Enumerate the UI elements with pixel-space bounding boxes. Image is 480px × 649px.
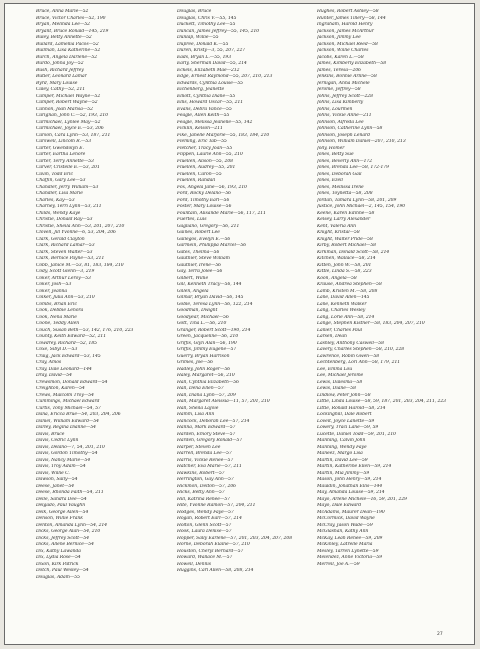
index-entry: Eckels, Elizabeth Mae—212 [177, 67, 240, 73]
index-entry: Couch, Susan Beth—53, 142, 176, 210, 223 [36, 327, 134, 333]
index-entry: Krause, Andrea Stephen—58 [317, 282, 382, 287]
index-entry: Gagliano, Gregory—56, 211 [177, 223, 240, 229]
index-entry: Cook, Debbie Lenora [36, 308, 84, 313]
index-entry: Mauldin, Jonathan Ellis—144 [317, 483, 383, 489]
index-entry: Craig, Jack Edward—53, 145 [36, 353, 101, 359]
index-entry: Dicks, Jeffrey Scott—54 [36, 535, 90, 541]
index-entry: Jones, Beverly Ann—172 [317, 158, 373, 164]
index-entry: Crewsmon, Donald Edward—54 [36, 379, 108, 385]
index-entry: Fike, Janelle Marjorie—55, 183, 184, 210 [177, 132, 270, 138]
index-entry: Davis, Bruce [36, 431, 65, 437]
index-entry: Coone, Teddy Allen [36, 321, 80, 326]
index-entry: Maneez, Margo Lisa [317, 451, 363, 456]
index-entry: Mason, John Henry—59, 214 [317, 477, 382, 482]
page-number: 27 [437, 632, 443, 637]
index-entry: Dicks, George Alan—54, 210 [36, 529, 101, 534]
index-entry: McKinley, Latrelle Maria [317, 542, 373, 547]
index-entry: Lucette, Daniel Todd—59, 201, 210 [317, 431, 396, 437]
index-entry: Lanier, Charles Paul [317, 327, 363, 333]
index-entry: Jordan, Tamara Lynn—58, 201, 209 [317, 197, 397, 203]
index-entry: Dix, Kathy Lawanda [36, 548, 81, 554]
index-entry: Howell, Dennis [177, 561, 212, 567]
index-entry: Clark, Bernice Payne—53, 211 [36, 256, 105, 261]
index-entry: Fluellen, Caron—55 [177, 171, 222, 177]
index-entry: Gilmar, Bryan David—56, 145 [177, 295, 244, 300]
index-entry: Lewis, Diane—58 [317, 386, 356, 391]
index-entry: Hall, Diana Lynn—57, 209 [177, 392, 236, 398]
index-entry: Duckett, Timothy Lee—55 [177, 22, 236, 27]
index-entry: Delle, Sandra Dee—54 [36, 496, 87, 502]
index-entry: Carmichael, Joyce E.—53, 206 [36, 126, 104, 131]
index-entry: James, Kimberly Elizabeth—58 [317, 61, 387, 66]
index-entry: Bullman, Lisa Katherine—52 [36, 48, 101, 53]
index-entry: Gill, Kenneth Tracy—56, 144 [177, 282, 242, 287]
index-entry: Dana, Ericca Brue—54, 203, 204, 206 [36, 412, 121, 417]
index-entry: Cannon, Joan Marisa—52 [36, 106, 93, 112]
index-entry: Hadley, John Roger—56 [177, 366, 231, 372]
index-entry: Hall, Cynthia Elizabeth—56 [177, 379, 239, 385]
index-entry: Hopper, Sally Earlene—57, 201, 203, 204, 207, 208 [177, 535, 293, 541]
index-entry: Childs, Wendy Kaye [36, 210, 81, 216]
index-entry: Jenkins, Bonnie Arline—58 [317, 74, 377, 79]
index-entry: Lavery, Charles Stephen—58, 210, 228 [317, 347, 405, 352]
index-entry: Ellis, Howard Oscar—55, 211 [177, 100, 244, 105]
index-entry: Lawrence, Robin Gwen—58 [317, 353, 380, 359]
index-entry: Clark, Gerald Clayton [36, 236, 85, 242]
index-entry: Evans, Debra Vance—55 [177, 106, 232, 112]
index-entry: Douglas, Chris V.—55, 145 [177, 15, 237, 21]
index-entry: McGlashan, Kathy Ann [317, 529, 369, 534]
index-entry: McCormick, David Wayne [317, 516, 375, 521]
index-entry: Lane, Kenneth Walker [317, 301, 367, 307]
index-entry: Gauthier, Steve William [177, 256, 230, 261]
index-entry: Creighton, Karen—54 [36, 386, 85, 391]
index-entry: Martin, David Lee—59 [317, 457, 368, 463]
index-entry: Jones, Mellissa Irene [317, 184, 364, 190]
index-entry: Carswell, Lincoln R.—53 [36, 139, 92, 144]
index-entry: Carmichael, Lynlee May—52 [36, 119, 101, 125]
index-entry: Cowdrey, Richard—52, 185 [36, 340, 97, 346]
index-entry: Jones, Deborah Gail [317, 171, 362, 177]
index-entry: Holton, Glenn Scott—57 [177, 522, 232, 528]
index-entry: Denson, Willie Frank [36, 516, 83, 521]
index-entry: Granger, Robert Scott—190, 214 [177, 327, 251, 333]
index-entry: Dray, David—54 [36, 373, 72, 378]
index-entry: Deese, Janet—54 [36, 483, 75, 489]
index-entry: Knight, Kristal—58 [317, 230, 360, 235]
index-entry: Keene, Karen Edinne—58 [317, 210, 375, 216]
index-entry: Harris, Vickie Renee—57 [177, 457, 234, 463]
index-entry: Hogan, Robert Earl—57, 214 [177, 516, 242, 521]
index-entry: Martin, Katherine Ellen—59, 214 [317, 464, 392, 469]
index-entry: Harden, Gregory Ronald—57 [177, 438, 243, 443]
index-entry: Mesley, Tarren Lynette—59 [317, 548, 379, 554]
index-entry: Edwards, Cynthia Louise—55 [177, 80, 243, 86]
index-entry: Fox, Angela Jane—56, 193, 210 [177, 184, 247, 190]
index-entry: Feagle, Allen Keith—55 [177, 113, 230, 118]
index-entry: Duren, Kristy—3, 55, 207, 227 [177, 48, 246, 53]
index-entry: Clovell, Jill Yvonne—6, 53, 204, 206 [36, 230, 116, 235]
index-entry: Ford, Rocky Delano—56 [177, 191, 231, 196]
index-entry: Jones, Brenda Lee—58, 172-179 [317, 165, 389, 170]
index-entry: Lang, Charles Wesley [317, 308, 366, 313]
index-entry: Kitchen, Wallace—58, 214 [317, 256, 376, 261]
index-entry: Lashley, Anthony Caswell—58 [317, 340, 384, 346]
index-entry: Carson, Cara Lynn—53, 187, 211 [36, 132, 111, 138]
index-entry: Fletcher, Tracy Joan—55 [177, 145, 233, 151]
index-entry: Duncan, James Jeffrey—55, 145, 210 [177, 28, 260, 34]
index-entry: Hodges, Wendy Faye—57 [177, 509, 234, 515]
index-entry: Jernigan, Anna Michele [317, 80, 370, 86]
index-entry: Lockinghill, Dale Robert [317, 412, 372, 417]
index-entry: Douglas, Bruce [177, 9, 212, 14]
index-entry: Lindlow, Peter John—58 [317, 392, 371, 398]
index-entry: Ford, Timothy Earl—56 [177, 197, 230, 203]
index-entry: Davis, Willie C. [36, 470, 70, 476]
index-entry: Davis, Nancy Marie—54 [36, 457, 91, 463]
index-entry: Melendez, Anne Victoria—59 [317, 555, 383, 560]
index-entry: Gallegos, Evelyn E.—56 [177, 236, 231, 242]
index-entry: Bruce, Anna Marie—52 [36, 9, 89, 14]
index-entry: Guerry, Bryan Harrison [177, 353, 230, 359]
index-entry: Hite, Yvonne Ramon—57, 204, 211 [177, 503, 256, 508]
index-entry: Hickmon, Delton—57, 206 [177, 483, 236, 489]
index-entry: Daniel, William Edward—54 [36, 418, 99, 424]
index-entry: Kirby, Robert Michael—58 [317, 243, 376, 248]
index-entry: Hancock, Deborah Lee—57, 214 [177, 418, 250, 424]
index-entry: County, Keith Edward—52, 211 [36, 334, 107, 339]
index-entry: Knight, Walter Pride—58 [317, 236, 373, 242]
index-entry: McKay, Leah Renee—59, 209 [317, 535, 383, 541]
index-entry: Ficklin, Kelson—211 [177, 126, 223, 131]
index-entry: Kelsey, Larry Alexander [317, 217, 371, 222]
index-entry: Chaffin, Gary Lee—53 [36, 178, 86, 183]
index-entry: McAdams, Maurer Dean—190 [317, 509, 385, 515]
index-entry: Cavin, Todd Eric [36, 171, 74, 177]
index-entry: Clark, Steven Walter—53 [36, 249, 93, 255]
index-entry: Foster, Mary Louise—56 [177, 204, 232, 209]
index-entry: Harden, Emory Steve—57 [177, 431, 236, 437]
index-entry: Jackson, Michael Reed—58 [317, 41, 378, 47]
index-entry: Lamb, Kristen M.—58, 208 [317, 288, 378, 294]
index-entry: Eichenberg, Jeanette [177, 87, 225, 92]
index-entry: Burch, Angela Darlene—52 [36, 54, 98, 60]
index-entry: Manning, Wendy Faye [317, 444, 367, 450]
index-entry: Early, Sherman David—55, 214 [177, 61, 247, 66]
index-entry: Hamm, Lisa Ann [177, 412, 215, 417]
index-entry: Hicks, Betty Ann—57 [177, 490, 225, 495]
index-entry: Lowery, Traci Lane—59, 59 [317, 425, 379, 430]
index-entry: Hall, Margaret Aleissia—11, 57, 201, 210 [177, 399, 270, 404]
index-entry: Carignan, John C.—52, 193, 210 [36, 113, 109, 118]
index-column-3 [317, 9, 446, 568]
index-entry: Davis, Delano—7, 54, 201, 210 [36, 444, 105, 450]
index-entry: Davis, Gordon Timothy—54 [36, 451, 98, 456]
index-entry: Hanna, Mark Edward—57 [177, 425, 236, 430]
index-entry: Larsen, Dean [317, 334, 347, 339]
index-entry: Lane, David Allen—145 [317, 295, 370, 300]
index-entry: Dawson, Sally—54 [36, 477, 78, 482]
index-entry: James, Teresa—206 [317, 67, 361, 73]
index-entry: Fleming, Eric Tab—55 [177, 139, 227, 144]
index-entry: Green, Jacqueline—56, 210 [177, 334, 239, 339]
index-entry: Johnson, Catherine Lynn—58 [317, 126, 383, 131]
index-entry: Fluellen, Alison—55, 208 [177, 158, 233, 164]
index-entry: Bush, Richard Jeffrey [36, 67, 84, 73]
index-entry: Charney, Terri Lynn—53, 211 [36, 204, 102, 209]
index-entry: Edge, Ernest Raymond—55, 207, 210, 213 [177, 74, 273, 79]
index-entry: Manning, Calvin John [317, 438, 366, 443]
index-entry: Combs, Brian Eric [36, 301, 77, 307]
index-entry: Martin, Mia Jimmy—59 [317, 470, 370, 476]
index-entry: Carter, Terry Annette—53 [36, 158, 94, 164]
index-entry: Garmein, Phillippa Marcel—56 [177, 243, 247, 248]
index-entry: Haley, Margaret—56, 210 [177, 373, 235, 378]
index-entry: Gott, Tina L.—56, 210 [177, 321, 227, 326]
index-entry: Darley, Regina Dianne—54 [36, 425, 96, 430]
index-entry: Jones, Betty Sue [317, 152, 354, 157]
index-entry: Jackson, Jimmy Lee [317, 35, 361, 40]
index-entry: Hunter, James Tillery—58, 144 [317, 15, 386, 21]
index-entry: Carver, Cristelle E.—53, 201 [36, 165, 100, 170]
index-entry: Houston, Cheryl Bernard—57 [177, 548, 244, 554]
index-entry: Burdo, Johna Joy—52 [36, 61, 84, 66]
index-page [4, 3, 475, 645]
index-entry: Grimes, Joe—56 [177, 360, 213, 365]
index-entry: Jackson, Willie Charles [317, 48, 369, 53]
index-entry: Kirkman, Donald Scott—58, 214 [317, 249, 390, 255]
index-entry: Huggins, Carl Allen—58, 208, 214 [177, 568, 254, 573]
index-entry: Merrell, Joe A.—59 [317, 561, 360, 567]
index-entry: Cummings, Michael Edward [36, 399, 100, 404]
index-entry: Herrington, Gay Ann—57 [177, 477, 234, 482]
index-entry: Flippen, Laurie Ann—55, 210 [177, 152, 243, 157]
index-entry: Colker, Julia Ann—53, 210 [36, 295, 95, 300]
index-entry: Mayo, Arlene Michele—16, 59, 201, 229 [317, 496, 407, 502]
index-entry: Delgado, Paul Vaughn [36, 503, 86, 508]
index-entry: Griffis, Jimmy Eugene—57 [177, 347, 237, 352]
index-entry: Camper, Robert Wayne—52 [36, 100, 98, 105]
index-entry: Cobb, Janice M.—53, 81, 183, 184, 210 [36, 262, 124, 268]
index-entry: Davis, Troy Adam—54 [36, 464, 86, 469]
index-entry: Cook, Nena Marie [36, 314, 77, 320]
index-entry: Johns, Jeffrey Scott—228 [317, 93, 373, 99]
index-entry: Goodman, Dwight [177, 308, 218, 313]
index-entry: McCray, Jason Wade—59 [317, 522, 373, 528]
index-entry: Gates, Thelma—56 [177, 249, 220, 255]
index-entry: Cody, Scott Glenn—3, 219 [36, 269, 95, 274]
index-entry: Curtis, Tony Michael—54, 57 [36, 405, 101, 411]
index-entry: Fuertes, Luis [177, 217, 207, 222]
index-entry: Delk, George Allen—54 [36, 509, 89, 515]
index-entry: Ingraham, Harold Henry [317, 22, 373, 27]
index-entry: Harper, Steven Lee [177, 444, 221, 450]
index-entry: Buley, Betty Annette—52 [36, 35, 92, 40]
index-entry: Fluellen, Randall [177, 178, 216, 183]
index-entry: Jerome, Jeffrey—58 [317, 87, 361, 92]
index-entry: Christie, Donald Ray—53 [36, 217, 93, 222]
index-entry: Gauthier, Irene—56 [177, 262, 221, 268]
index-entry: Johnson, Joseph Lenard [317, 132, 370, 138]
index-entry: Coker, Arthur Leroy—53 [36, 275, 91, 281]
index-entry: Feagle, Melissa Jeanelle—55, 142 [177, 119, 253, 125]
index-entry: Dix, Lydia Rose—54 [36, 555, 81, 560]
index-entry: Gillen, Angela [177, 288, 209, 294]
index-entry: Justice, John Michael—2, 145, 154, 190 [317, 204, 406, 209]
index-entry: Fountain, Alisande Marie—56, 117, 211 [177, 210, 266, 216]
index-entry: Lee, Michael Jerome [317, 373, 364, 378]
index-entry: Hill, Katrina Renee—57 [177, 496, 230, 502]
index-entry: Goble, Teresa Lynn—56, 122, 214 [177, 301, 253, 307]
index-entry: Jolly, Homer [317, 145, 345, 151]
index-entry: Horne, Deborah Elaine—57, 210 [177, 542, 250, 547]
index-entry: Hatcher, Eva Marie—57, 211 [177, 464, 242, 469]
index-entry: Cray, Amos [36, 360, 62, 365]
index-entry: Coker, Jeanna [36, 288, 68, 294]
index-entry: Hughes, Robert Ashley—58 [317, 9, 379, 14]
index-entry: Jones, Ezell [317, 178, 343, 183]
index-entry: Cray, Dale Leonard—144 [36, 366, 92, 372]
index-entry: Bryant, Bruce Ronald—145, 219 [36, 28, 109, 34]
index-entry: Lewis, Dalesma—58 [317, 379, 363, 385]
index-entry: Denton, Amanda Lynn—54, 214 [36, 522, 108, 528]
index-entry: Byrd, Mary Louise [36, 80, 78, 86]
index-entry: Carter, Gwendolyn E. [36, 145, 84, 151]
index-entry: Little, Ronald Harold—58, 214 [317, 405, 386, 411]
index-entry: Christie, Sheila Ann—53, 201, 207, 210 [36, 223, 125, 229]
index-entry: Little, Linda Louise—58, 59, 187, 201, 203, 204, 211, 223 [317, 399, 446, 404]
index-column-2 [177, 9, 292, 575]
index-entry: Dicks, Allene Bernice—54 [36, 542, 94, 547]
index-entry: Gilbert, Willie [177, 275, 209, 281]
index-entry: Bullard, Lamellia Pacos—52 [36, 41, 99, 47]
index-entry: Bryan, Melinda Lee—52 [36, 22, 90, 27]
index-entry: Caley, Cathy—52, 211 [36, 87, 86, 92]
index-entry: Jones, Toynetta—58, 208 [317, 191, 373, 196]
index-entry: Jackson, James McArthur [317, 28, 374, 34]
index-entry: Deese, Rhonda Faith—54, 211 [36, 490, 104, 495]
index-entry: Lee, Emma Lou [317, 366, 353, 372]
index-entry: Dixon, Kirk Patrick [36, 561, 79, 567]
index-entry: Coxe, Sibyl D.—53 [36, 347, 78, 352]
index-entry: Chandler, Jerry William—53 [36, 184, 99, 190]
index-entry: Lange, Stephen Kistner—58, 183, 204, 207, 210 [317, 321, 425, 326]
index-entry: Kent, Valeria Ann [317, 223, 356, 229]
index-entry: Clark, Richard Lamar—53 [36, 243, 95, 248]
index-entry: Hall, Dena Ellen—57 [177, 386, 224, 391]
index-entry: Chandler, Lisa Marie [36, 191, 83, 196]
index-entry: Butler, Leonard Lamar [36, 74, 87, 79]
index-entry: Davis, Cedric Lynn [36, 438, 79, 443]
index-entry: Loveit, Joyce Lanette—59 [317, 418, 375, 424]
index-entry: Hawkins, Robert—57 [177, 470, 225, 476]
index-entry: Dunlap, Willie—55 [177, 35, 219, 40]
index-entry: Eads, Bryan L.—55, 193 [177, 54, 232, 60]
index-entry: Goodyear, Michael—56 [177, 314, 229, 320]
index-entry: Lechtenberg, Lori Ann—58, 179, 211 [317, 360, 401, 365]
index-entry: Kittle, Linda S.—58, 223 [317, 269, 372, 274]
index-entry: Johns, Lourmen [317, 106, 353, 112]
index-entry: Mayo, Dale Edward [317, 503, 362, 508]
index-entry: Kitten, John W.—58, 201 [317, 262, 372, 268]
index-entry: Lang, Lorie Ann—58, 214 [317, 314, 375, 320]
index-entry: Gaines, Robert Lee [177, 230, 220, 235]
index-entry: Camper, Michael Wayne—52 [36, 93, 101, 99]
index-entry: Dotch, Paul Wesley—54 [36, 568, 89, 573]
index-entry: Jacobs, Karen L.—58 [317, 54, 364, 60]
index-entry: Charles, Kay—53 [36, 197, 75, 203]
index-entry: Hall, Sheila LaJoie [177, 405, 219, 411]
index-entry: Gay, Terra Jolee—56 [177, 269, 223, 274]
index-entry: Johnson, William Daniel—207, 210, 213 [317, 139, 406, 144]
index-entry: Dupree, Donald K.—55 [177, 41, 229, 47]
index-entry: May, Amanda Louise—59, 214 [317, 490, 385, 495]
index-entry: Johnson, Alfreda Lee [317, 119, 364, 125]
index-entry: Coker, Josh—53 [36, 282, 72, 287]
index-entry: Elliott, Cynthia Diane—55 [177, 93, 236, 99]
index-entry: Bruce, Victor Charles—52, 190 [36, 15, 106, 21]
index-entry: Johns, Lisa Kimberly [317, 100, 364, 105]
index-entry: Crews, Malcolm Troy—54 [36, 392, 94, 398]
index-entry: Johns, Vickie Anne—211 [317, 113, 372, 118]
index-entry: Harrell, Brenda Lee—57 [177, 451, 232, 456]
index-entry: Griffis, Glyn Alan—56, 190 [177, 340, 237, 346]
index-entry: Koon, Angela—58 [317, 275, 357, 281]
index-entry: Carter, Eartha Lenore [36, 152, 86, 157]
index-entry: Fluellen, Audrey—55, 201 [177, 165, 236, 170]
index-entry: Douglas, Adam—55 [36, 574, 80, 580]
index-entry: Hook, Laura Denise—57 [177, 529, 232, 534]
index-column-1 [36, 9, 133, 581]
index-entry: Howard, Wallace M.—57 [177, 555, 233, 560]
